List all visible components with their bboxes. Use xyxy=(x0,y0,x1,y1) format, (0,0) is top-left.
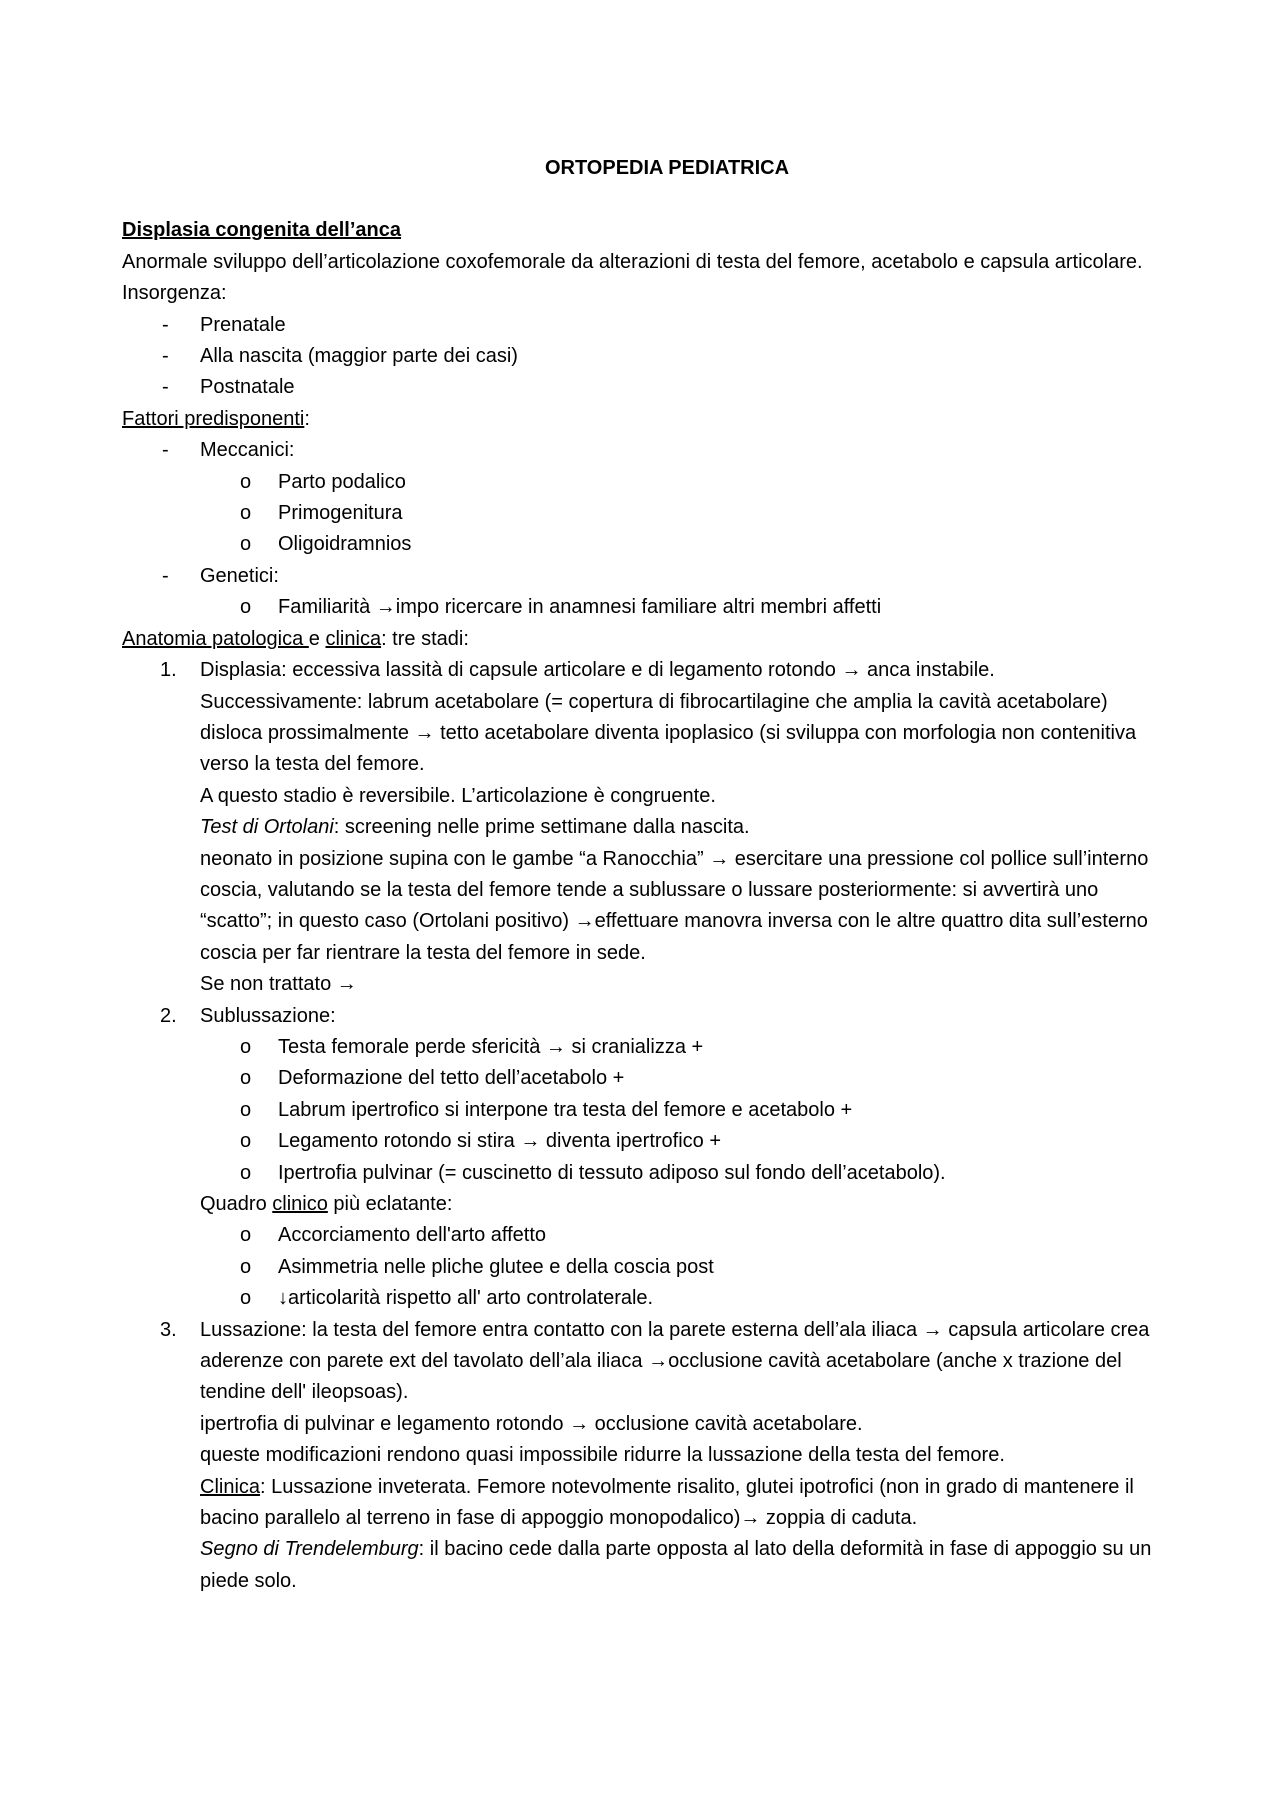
list-item-text: Oligoidramnios xyxy=(278,533,412,556)
list-item xyxy=(122,561,1172,592)
circle-bullet: o xyxy=(240,502,252,525)
section-heading-text: Displasia congenita dell’anca xyxy=(122,219,401,242)
definition-paragraph: Anormale sviluppo dell’articolazione coxofemorale da alterazioni di testa del femore, acetabolo e capsula articolare. xyxy=(122,250,1143,273)
clinical-word: clinico xyxy=(272,1193,328,1215)
stage-2-clinical-label xyxy=(122,1189,1172,1220)
list-item-text: Ipertrofia pulvinar (= cuscinetto di tessuto adiposo sul fondo dell’acetabolo). xyxy=(278,1161,946,1184)
dash-bullet: - xyxy=(162,439,169,462)
list-item-text: Postnatale xyxy=(200,376,295,399)
page-title: ORTOPEDIA PEDIATRICA xyxy=(544,157,790,179)
list-item-text: Legamento rotondo si stira → diventa ipertrofico + xyxy=(278,1130,722,1153)
stage-1-p4: neonato in posizione supina con le gambe “a Ranocchia” → esercitare una pressione col pollice sull’interno coscia, valutando se la testa del femore tende a sublussare o lussare posteriormente: si avvertirà uno “scatto”; in questo caso (Ortolani positivo) →effettuare manovra inversa con le altre quattro dita sull’esterno coscia per far rientrare la testa del femore in sede. xyxy=(200,847,1149,964)
dash-bullet: - xyxy=(162,345,169,368)
clinica-text: : Lussazione inveterata. Femore notevolmente risalito, glutei ipotrofici (non in grado di mantenere il bacino parallelo al terreno in fase di appoggio monopodalico)→ zoppia di caduta. xyxy=(200,1475,1134,1530)
sign-text: : il bacino cede dalla parte opposta al lato della deformità in fase di appoggio su un piede solo. xyxy=(200,1538,1152,1592)
stage-3-clinica xyxy=(122,1472,1172,1535)
sub-list-item xyxy=(122,529,1172,560)
stage-1-item xyxy=(122,655,1172,686)
anatomy-connector: e xyxy=(308,627,326,650)
stage-2-label: Sublussazione: xyxy=(200,1004,336,1027)
stage-number: 2. xyxy=(160,1004,177,1027)
list-item-text: Asimmetria nelle pliche glutee e della coscia post xyxy=(278,1255,714,1278)
circle-bullet: o xyxy=(240,1224,252,1247)
circle-bullet: o xyxy=(240,1067,252,1090)
list-item-text: Prenatale xyxy=(200,313,286,336)
list-item xyxy=(122,435,1172,466)
test-name: Test di Ortolani xyxy=(200,816,334,839)
stage-number: 1. xyxy=(160,659,177,682)
circle-bullet: o xyxy=(240,1255,252,1278)
list-item-text: Meccanici: xyxy=(200,439,295,462)
stage-3-item xyxy=(122,1315,1172,1409)
circle-bullet: o xyxy=(240,596,252,619)
sub-list-item xyxy=(122,592,1172,623)
sub-list-item xyxy=(122,498,1172,529)
clinical-label: clinica xyxy=(325,627,382,650)
circle-bullet: o xyxy=(240,1130,252,1153)
clinical-pre: Quadro xyxy=(200,1193,273,1215)
section-heading xyxy=(122,215,1172,246)
circle-bullet: o xyxy=(240,1035,252,1058)
stage-1-p5: Se non trattato → xyxy=(200,973,357,996)
stage-3-p1: Lussazione: la testa del femore entra contatto con la parete esterna dell’ala iliaca → capsula articolare crea aderenze con parete ext del tavolato dell’ala iliaca →occlusione cavità acetabolare (anche x trazione del tendine dell' ileopsoas). xyxy=(200,1318,1150,1404)
dash-bullet: - xyxy=(162,564,169,587)
sub-list-item xyxy=(122,1220,1172,1251)
list-item xyxy=(122,341,1172,372)
factors-label-text: Fattori predisponenti xyxy=(122,407,305,430)
clinica-label: Clinica xyxy=(200,1475,261,1498)
stage-2-item xyxy=(122,1001,1172,1032)
circle-bullet: o xyxy=(240,1287,252,1310)
stages-intro-text: : tre stadi: xyxy=(381,627,469,650)
list-item-text: Deformazione del tetto dell’acetabolo + xyxy=(278,1067,625,1090)
anatomy-label: Anatomia patologica xyxy=(122,627,309,650)
stage-1-p2: Successivamente: labrum acetabolare (= copertura di fibrocartilagine che amplia la cavità acetabolare) disloca prossimalmente → tetto acetabolare diventa ipoplasico (si sviluppa con morfologia non contenitiva verso la testa del femore. xyxy=(200,690,1137,776)
dash-bullet: - xyxy=(162,313,169,336)
stage-1-p3: A questo stadio è reversibile. L’articolazione è congruente. xyxy=(200,784,716,807)
circle-bullet: o xyxy=(240,1098,252,1121)
circle-bullet: o xyxy=(240,1161,252,1184)
sub-list-item xyxy=(122,1063,1172,1094)
sub-list-item xyxy=(122,467,1172,498)
list-item xyxy=(122,372,1172,403)
stage-1-test xyxy=(122,812,1172,843)
list-item-text: Familiarità →impo ricercare in anamnesi familiare altri membri affetti xyxy=(278,596,882,619)
factors-colon: : xyxy=(304,407,310,430)
list-item-text: Primogenitura xyxy=(278,502,403,525)
dash-bullet: - xyxy=(162,376,169,399)
sign-label: Segno di Trendelemburg xyxy=(200,1538,419,1561)
sub-list-item xyxy=(122,1283,1172,1314)
sub-list-item xyxy=(122,1032,1172,1063)
list-item xyxy=(122,310,1172,341)
spacer xyxy=(122,184,1172,215)
clinical-post: più eclatante: xyxy=(327,1193,453,1215)
circle-bullet: o xyxy=(240,470,252,493)
document-body xyxy=(122,153,1172,1597)
list-item-text: ↓articolarità rispetto all' arto controlaterale. xyxy=(278,1287,654,1310)
list-item-text: Genetici: xyxy=(200,564,279,587)
sub-list-item xyxy=(122,1126,1172,1157)
list-item-text: Parto podalico xyxy=(278,470,406,493)
stages-intro xyxy=(122,624,1172,655)
circle-bullet: o xyxy=(240,533,252,556)
stage-3-sign xyxy=(122,1534,1172,1597)
list-item-text: Testa femorale perde sfericità → si cranializza + xyxy=(278,1035,704,1058)
sub-list-item xyxy=(122,1158,1172,1189)
stage-1-p1: Displasia: eccessiva lassità di capsule articolare e di legamento rotondo → anca instabile. xyxy=(200,659,995,682)
stage-number: 3. xyxy=(160,1318,177,1341)
test-text: : screening nelle prime settimane dalla nascita. xyxy=(333,816,750,839)
sub-list-item xyxy=(122,1252,1172,1283)
stage-3-p3: queste modificazioni rendono quasi impossibile ridurre la lussazione della testa del femore. xyxy=(200,1444,1005,1467)
sub-list-item xyxy=(122,1095,1172,1126)
list-item-text: Labrum ipertrofico si interpone tra testa del femore e acetabolo + xyxy=(278,1098,853,1121)
onset-label: Insorgenza: xyxy=(122,282,227,305)
list-item-text: Alla nascita (maggior parte dei casi) xyxy=(200,345,518,368)
stage-3-p2: ipertrofia di pulvinar e legamento rotondo → occlusione cavità acetabolare. xyxy=(200,1412,863,1435)
list-item-text: Accorciamento dell'arto affetto xyxy=(278,1224,547,1247)
factors-label xyxy=(122,404,1172,435)
